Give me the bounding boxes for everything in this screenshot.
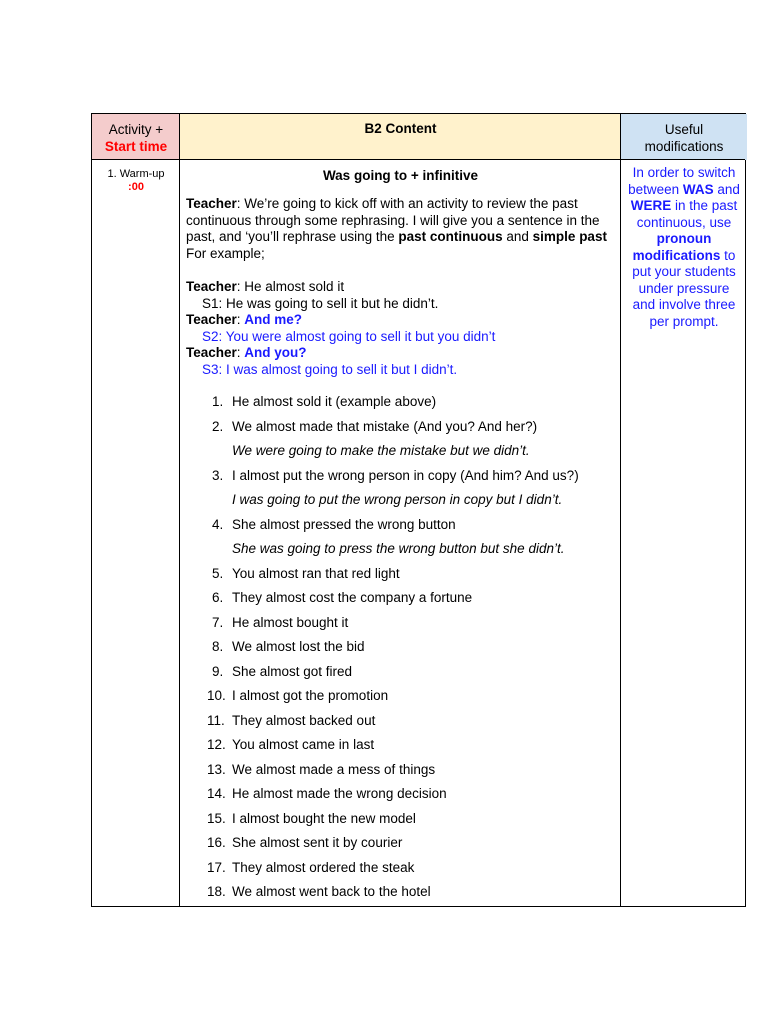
list-item bbox=[186, 664, 615, 689]
list-item-answer: I was going to put the wrong person in copy but I didn’t. bbox=[232, 492, 563, 507]
header-useful-modifications bbox=[621, 114, 747, 160]
list-item-text: We almost made that mistake (And you? And her?) bbox=[232, 418, 538, 434]
list-item bbox=[186, 468, 615, 493]
list-item-text: I almost bought the new model bbox=[232, 810, 416, 826]
modifications-text: in the past continuous, use bbox=[636, 198, 738, 230]
list-item-answer: She was going to press the wrong button but she didn’t. bbox=[232, 541, 565, 556]
teacher-label: Teacher bbox=[186, 345, 237, 360]
header-start-time: Start time bbox=[104, 139, 168, 154]
prompt-list bbox=[186, 394, 615, 909]
list-item bbox=[186, 566, 615, 591]
list-item-text: She almost sent it by courier bbox=[232, 835, 403, 850]
modifications-text: In order to switch between bbox=[628, 165, 736, 197]
teacher-prompt: And you? bbox=[244, 345, 307, 360]
list-item-text: He almost bought it bbox=[232, 614, 349, 630]
activity-time: :00 bbox=[128, 181, 144, 193]
list-item bbox=[186, 517, 615, 542]
list-item-text: I almost put the wrong person in copy (And him? And us?) bbox=[232, 467, 579, 483]
list-item bbox=[186, 884, 615, 909]
list-item-number: 14. bbox=[207, 786, 226, 801]
list-item bbox=[186, 615, 615, 640]
list-item-number: 13. bbox=[207, 761, 226, 777]
dialogue-line bbox=[186, 345, 615, 362]
teacher-separator: : bbox=[236, 345, 245, 360]
intro-paragraph bbox=[186, 196, 615, 262]
modifications-cell bbox=[621, 160, 747, 330]
list-item bbox=[186, 786, 615, 811]
list-item-text: They almost backed out bbox=[232, 712, 376, 728]
example-dialogue bbox=[186, 279, 615, 378]
list-item-text: She almost got fired bbox=[232, 663, 353, 679]
list-item-number: 7. bbox=[212, 614, 224, 630]
list-item-answer: We were going to make the mistake but we didn’t. bbox=[232, 443, 530, 458]
student-line-1: S1: He was going to sell it but he didn’t. bbox=[202, 295, 439, 311]
list-item-number: 1. bbox=[212, 394, 224, 409]
list-item-number: 10. bbox=[207, 688, 226, 703]
intro-bold-past-continuous: past continuous bbox=[398, 229, 503, 244]
list-item-number: 18. bbox=[207, 884, 226, 899]
list-item-number: 11. bbox=[207, 712, 225, 728]
list-item-text: We almost lost the bid bbox=[232, 639, 365, 654]
intro-text: For example; bbox=[186, 245, 265, 261]
lesson-table bbox=[91, 113, 746, 907]
activity-label: 1. Warm-up bbox=[107, 168, 165, 180]
header-modifications-label: modifications bbox=[644, 139, 724, 154]
teacher-label: Teacher bbox=[186, 312, 237, 327]
content-title: Was going to + infinitive bbox=[322, 168, 479, 183]
modifications-text: to put your students under pressure and involve three per prompt. bbox=[632, 247, 736, 329]
modifications-text: and bbox=[713, 181, 740, 197]
activity-cell bbox=[92, 160, 180, 194]
list-item-number: 4. bbox=[212, 516, 224, 532]
intro-text: : We’re going to kick off with an activity to review the past continuous through some rephrasing. I will give you a sentence in the past, and ‘you’ll rephrase using the bbox=[186, 196, 600, 244]
header-content-label: B2 Content bbox=[364, 121, 437, 136]
header-useful-label: Useful bbox=[664, 122, 704, 137]
list-item-text: You almost ran that red light bbox=[232, 565, 400, 581]
intro-bold-simple-past: simple past bbox=[532, 229, 607, 244]
list-item bbox=[186, 835, 615, 860]
list-item bbox=[186, 688, 615, 713]
list-item-text: I almost got the promotion bbox=[232, 688, 389, 703]
list-item-text: We almost went back to the hotel bbox=[232, 884, 431, 899]
teacher-line: : He almost sold it bbox=[236, 279, 345, 294]
list-item bbox=[186, 590, 615, 615]
list-item bbox=[186, 860, 615, 885]
list-item-text: He almost made the wrong decision bbox=[232, 786, 447, 801]
dialogue-line bbox=[186, 312, 615, 329]
list-item bbox=[186, 762, 615, 787]
modifications-bold-were: WERE bbox=[630, 198, 672, 213]
list-item-text: We almost made a mess of things bbox=[232, 761, 436, 777]
list-item-text: They almost ordered the steak bbox=[232, 859, 415, 875]
list-item bbox=[186, 394, 615, 419]
list-item bbox=[186, 811, 615, 836]
list-item-number: 8. bbox=[212, 639, 224, 654]
list-item-number: 6. bbox=[212, 590, 224, 605]
modifications-bold-pronoun: pronoun modifications bbox=[632, 231, 721, 263]
intro-text: and bbox=[502, 229, 533, 244]
list-item-number: 5. bbox=[212, 565, 224, 581]
list-item bbox=[186, 713, 615, 738]
teacher-prompt: And me? bbox=[244, 312, 303, 327]
list-item-number: 12. bbox=[207, 737, 226, 752]
student-line-3: S3: I was almost going to sell it but I didn’t. bbox=[202, 361, 458, 377]
list-item-number: 16. bbox=[207, 835, 226, 850]
content-cell bbox=[180, 160, 621, 909]
list-item-number: 3. bbox=[212, 467, 224, 483]
header-activity bbox=[92, 114, 180, 160]
list-item bbox=[186, 419, 615, 444]
dialogue-line bbox=[186, 279, 615, 296]
list-item bbox=[186, 639, 615, 664]
list-item-text: He almost sold it (example above) bbox=[232, 394, 437, 409]
list-item-text: You almost came in last bbox=[232, 737, 375, 752]
list-item-number: 15. bbox=[207, 810, 226, 826]
list-item-number: 17. bbox=[207, 859, 226, 875]
list-item-number: 2. bbox=[212, 418, 224, 434]
intro-teacher-label: Teacher bbox=[186, 196, 237, 211]
student-line-2: S2: You were almost going to sell it but you didn’t bbox=[202, 328, 496, 344]
list-item-number: 9. bbox=[212, 663, 224, 679]
teacher-label: Teacher bbox=[186, 279, 237, 294]
list-item-text: She almost pressed the wrong button bbox=[232, 516, 456, 532]
list-item-text: They almost cost the company a fortune bbox=[232, 590, 473, 605]
header-content bbox=[180, 114, 621, 160]
teacher-separator: : bbox=[236, 312, 245, 327]
list-item bbox=[186, 737, 615, 762]
modifications-bold-was: WAS bbox=[682, 181, 714, 197]
header-activity-label: Activity + bbox=[108, 122, 164, 137]
